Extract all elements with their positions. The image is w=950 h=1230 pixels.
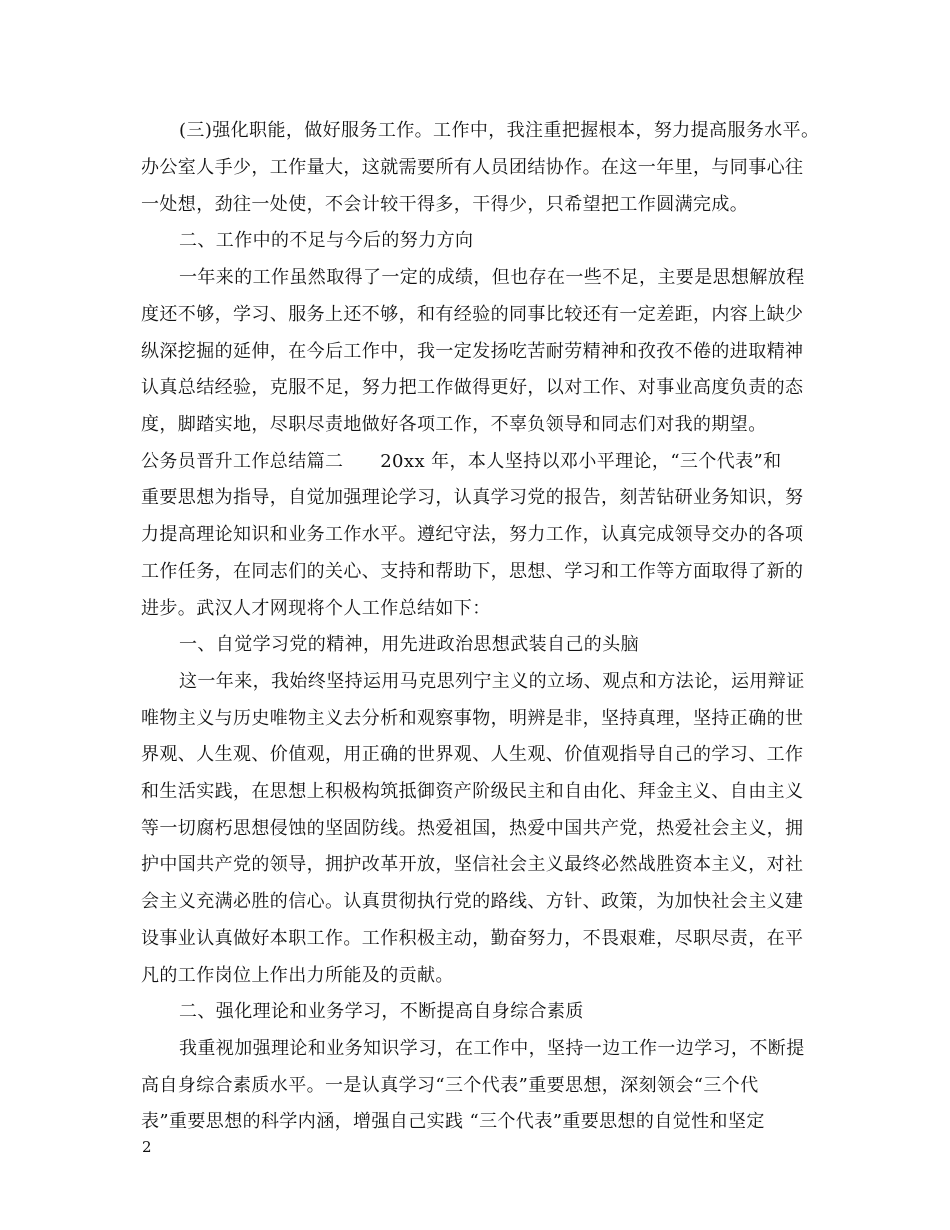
paragraph-line: 度，脚踏实地，尽职尽责地做好各项工作，不辜负领导和同志们对我的期望。 [141,414,767,435]
paragraph-line: 工作任务，在同志们的关心、支持和帮助下，思想、学习和工作等方面取得了新的 [141,561,804,582]
paragraph-line: 我重视加强理论和业务知识学习，在工作中，坚持一边工作一边学习，不断提 [179,1038,805,1059]
paragraph-line: 高自身综合素质水平。一是认真学习“三个代表”重要思想，深刻领会“三个代 [141,1075,759,1096]
page-number: 2 [142,1138,152,1156]
paragraph-line: 进步。武汉人才网现将个人工作总结如下： [141,598,491,619]
paragraph-line: 界观、人生观、价值观，用正确的世界观、人生观、价值观指导自己的学习、工作 [141,744,804,765]
paragraph-line: 力提高理论知识和业务工作水平。遵纪守法，努力工作，认真完成领导交办的各项 [141,524,804,545]
section-heading: 二、工作中的不足与今后的努力方向 [179,230,474,251]
section-heading: 一、自觉学习党的精神，用先进政治思想武装自己的头脑 [179,634,639,655]
paragraph-line: 一处想，劲往一处使，不会计较干得多，干得少，只希望把工作圆满完成。 [141,194,749,215]
paragraph-line: 和生活实践，在思想上积极构筑抵御资产阶级民主和自由化、拜金主义、自由主义 [141,781,804,802]
paragraph-line: 等一切腐朽思想侵蚀的坚固防线。热爱祖国，热爱中国共产党，热爱社会主义，拥 [141,818,804,839]
paragraph-line: 表”重要思想的科学内涵，增强自己实践 “三个代表”重要思想的自觉性和坚定 [141,1111,765,1132]
section-heading: 二、强化理论和业务学习，不断提高自身综合素质 [179,1001,584,1022]
paragraph-line: 办公室人手少，工作量大，这就需要所有人员团结协作。在这一年里，与同事心往 [141,157,804,178]
paragraph-line: 护中国共产党的领导，拥护改革开放，坚信社会主义最终必然战胜资本主义，对社 [141,854,804,875]
paragraph-line: 凡的工作岗位上作出力所能及的贡献。 [141,965,454,986]
paragraph-line: 纵深挖掘的延伸，在今后工作中，我一定发扬吃苦耐劳精神和孜孜不倦的进取精神 [141,341,804,362]
paragraph-line: (三)强化职能，做好服务工作。工作中，我注重把握根本，努力提高服务水平。 [179,120,820,141]
paragraph-line: 唯物主义与历史唯物主义去分析和观察事物，明辨是非，坚持真理，坚持正确的世 [141,708,804,729]
paragraph-line: 认真总结经验，克服不足，努力把工作做得更好，以对工作、对事业高度负责的态 [141,377,804,398]
paragraph-line: 重要思想为指导，自觉加强理论学习，认真学习党的报告，刻苦钻研业务知识，努 [141,487,804,508]
paragraph-line: 公务员晋升工作总结篇二 20xx 年，本人坚持以邓小平理论，“三个代表”和 [141,451,782,472]
paragraph-line: 设事业认真做好本职工作。工作积极主动，勤奋努力，不畏艰难，尽职尽责，在平 [141,928,804,949]
paragraph-line: 这一年来，我始终坚持运用马克思列宁主义的立场、观点和方法论，运用辩证 [179,671,805,692]
paragraph-line: 会主义充满必胜的信心。认真贯彻执行党的路线、方针、政策，为加快社会主义建 [141,891,804,912]
paragraph-line: 一年来的工作虽然取得了一定的成绩，但也存在一些不足，主要是思想解放程 [179,267,805,288]
paragraph-line: 度还不够，学习、服务上还不够，和有经验的同事比较还有一定差距，内容上缺少 [141,304,804,325]
